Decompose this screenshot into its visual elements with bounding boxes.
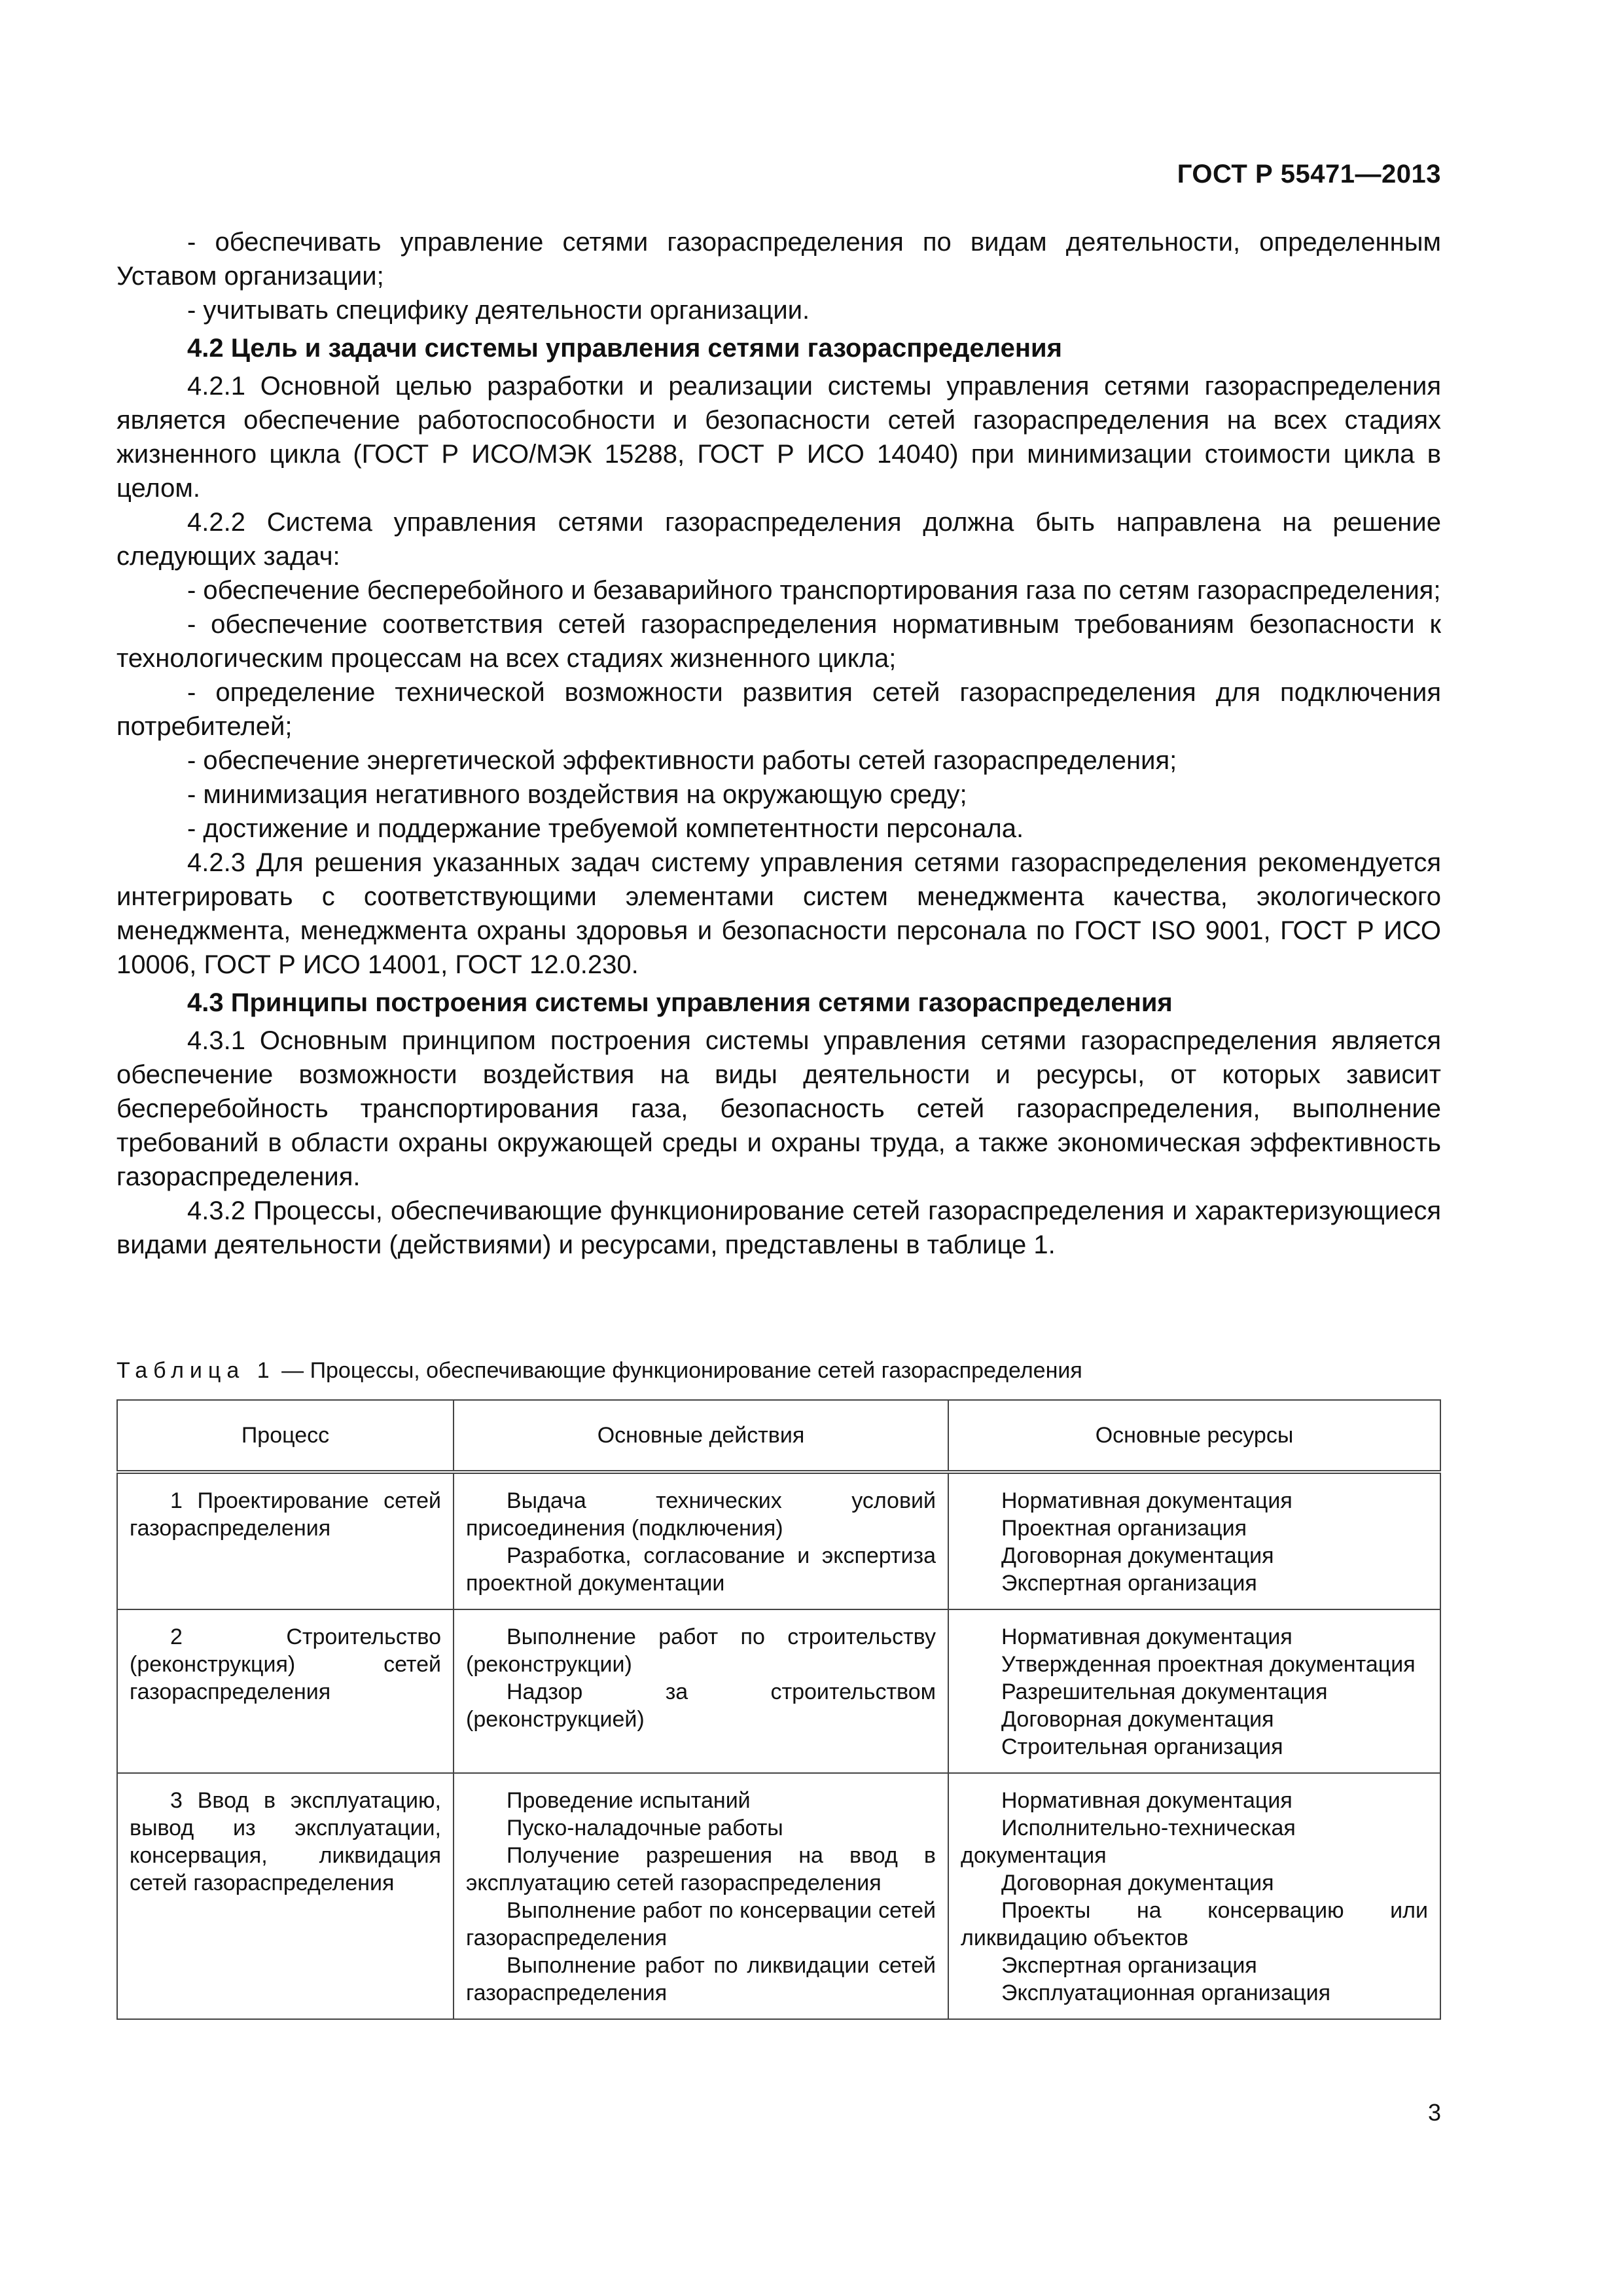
process-cell xyxy=(117,1472,454,1609)
cell-text: Договорная документация xyxy=(1001,1543,1274,1568)
paragraph: 4.2.3 Для решения указанных задач систему управления сетями газораспределения рекомендуется интегрировать с соответствующими элементами систем менеджмента качества, экологического менеджмента, менеджмента охраны здоровья и безопасности персонала по ГОСТ ISO 9001, ГОСТ Р ИСО 10006, ГОСТ Р ИСО 14001, ГОСТ 12.0.230. xyxy=(116,848,1441,979)
list-item: - минимизация негативного воздействия на окружающую среду; xyxy=(187,780,967,809)
process-cell xyxy=(117,1609,454,1773)
cell-text: Эксплуатационная организация xyxy=(1001,1981,1331,2005)
list-item: - определение технической возможности развития сетей газораспределения для подключения потребителей; xyxy=(116,678,1441,741)
table-header-row xyxy=(117,1400,1440,1472)
actions-cell xyxy=(454,1773,948,2019)
cell-text: Договорная документация xyxy=(1001,1871,1274,1895)
cell-text: Договорная документация xyxy=(1001,1707,1274,1732)
paragraph: - учитывать специфику деятельности организации. xyxy=(187,296,810,325)
list-item: - обеспечение бесперебойного и безаварийного транспортирования газа по сетям газораспределения; xyxy=(187,576,1441,605)
cell-text: Утвержденная проектная документация xyxy=(1001,1652,1416,1677)
resources-cell xyxy=(948,1773,1440,2019)
cell-text: Разработка, согласование и экспертиза проектной документации xyxy=(466,1543,936,1596)
cell-text: Выполнение работ по строительству (реконструкции) xyxy=(466,1624,936,1677)
document-header: ГОСТ Р 55471—2013 xyxy=(1177,160,1441,188)
cell-text: 3 Ввод в эксплуатацию, вывод из эксплуатации, консервация, ликвидация сетей газораспределения xyxy=(130,1788,441,1895)
table-caption xyxy=(116,1356,1082,1385)
column-header: Основные действия xyxy=(454,1400,948,1472)
cell-text: Пуско-наладочные работы xyxy=(507,1816,783,1840)
cell-text: Экспертная организация xyxy=(1001,1953,1257,1978)
cell-text: Исполнительно-техническая документация xyxy=(961,1816,1296,1868)
table-row xyxy=(117,1773,1440,2019)
processes-table xyxy=(116,1399,1441,2020)
table-row xyxy=(117,1472,1440,1609)
cell-text: Проекты на консервацию или ликвидацию объектов xyxy=(961,1898,1428,1950)
actions-cell xyxy=(454,1609,948,1773)
paragraph: 4.2.1 Основной целью разработки и реализации системы управления сетями газораспределения является обеспечение работоспособности и безопасности сетей газораспределения на всех стадиях жизненного цикла (ГОСТ Р ИСО/МЭК 15288, ГОСТ Р ИСО 14040) при минимизации стоимости цикла в целом. xyxy=(116,372,1441,503)
cell-text: Строительная организация xyxy=(1001,1734,1283,1759)
paragraph: - обеспечивать управление сетями газораспределения по видам деятельности, определенным Уставом организации; xyxy=(116,228,1441,291)
paragraph: 4.2.2 Система управления сетями газораспределения должна быть направлена на решение следующих задач: xyxy=(116,508,1441,571)
resources-cell xyxy=(948,1472,1440,1609)
column-header: Основные ресурсы xyxy=(948,1400,1440,1472)
cell-text: Нормативная документация xyxy=(1001,1624,1293,1649)
section-heading: 4.3 Принципы построения системы управления сетями газораспределения xyxy=(187,988,1173,1017)
list-item: - обеспечение соответствия сетей газораспределения нормативным требованиям безопасности к технологическим процессам на всех стадиях жизненного цикла; xyxy=(116,610,1441,673)
column-header: Процесс xyxy=(117,1400,454,1472)
cell-text: Разрешительная документация xyxy=(1001,1679,1328,1704)
cell-text: Выполнение работ по ликвидации сетей газораспределения xyxy=(466,1953,936,2005)
cell-text: Выдача технических условий присоединения (подключения) xyxy=(466,1488,936,1541)
paragraph: 4.3.2 Процессы, обеспечивающие функционирование сетей газораспределения и характеризующиеся видами деятельности (действиями) и ресурсами, представлены в таблице 1. xyxy=(116,1196,1441,1259)
cell-text: Нормативная документация xyxy=(1001,1488,1293,1513)
list-item: - достижение и поддержание требуемой компетентности персонала. xyxy=(187,814,1024,843)
section-heading: 4.2 Цель и задачи системы управления сетями газораспределения xyxy=(187,334,1062,363)
list-item: - обеспечение энергетической эффективности работы сетей газораспределения; xyxy=(187,746,1177,775)
cell-text: Надзор за строительством (реконструкцией) xyxy=(466,1679,936,1732)
body-text xyxy=(116,225,1441,1262)
table-row xyxy=(117,1609,1440,1773)
table-caption-label: Таблица 1 xyxy=(116,1358,276,1383)
cell-text: 1 Проектирование сетей газораспределения xyxy=(130,1488,441,1541)
process-cell xyxy=(117,1773,454,2019)
paragraph: 4.3.1 Основным принципом построения системы управления сетями газораспределения является обеспечение возможности воздействия на виды деятельности и ресурсы, от которых зависит бесперебойность транспортирования газа, безопасность сетей газораспределения, выполнение требований в области охраны окружающей среды и охраны труда, а также экономическая эффективность газораспределения. xyxy=(116,1026,1441,1191)
cell-text: Получение разрешения на ввод в эксплуатацию сетей газораспределения xyxy=(466,1843,936,1895)
actions-cell xyxy=(454,1472,948,1609)
cell-text: Выполнение работ по консервации сетей газораспределения xyxy=(466,1898,936,1950)
cell-text: Проектная организация xyxy=(1001,1516,1247,1541)
resources-cell xyxy=(948,1609,1440,1773)
cell-text: Проведение испытаний xyxy=(507,1788,751,1813)
table-caption-text: — Процессы, обеспечивающие функционирование сетей газораспределения xyxy=(275,1358,1082,1383)
cell-text: 2 Строительство (реконструкция) сетей газораспределения xyxy=(130,1624,441,1704)
cell-text: Нормативная документация xyxy=(1001,1788,1293,1813)
page-number: 3 xyxy=(1427,2099,1441,2126)
cell-text: Экспертная организация xyxy=(1001,1571,1257,1596)
